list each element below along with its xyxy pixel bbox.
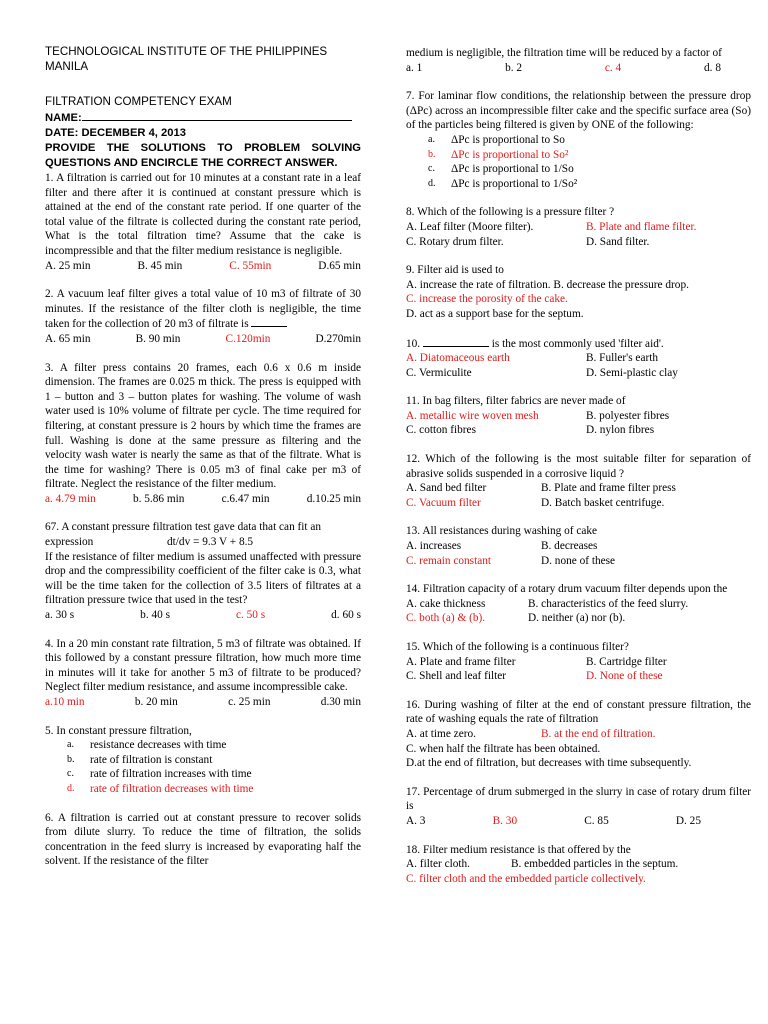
q16-option-d: D.at the end of filtration, but decreases with time subsequently.	[406, 757, 692, 770]
name-label: NAME:	[45, 112, 82, 124]
q8-option-b: B. Plate and flame filter.	[586, 220, 697, 233]
q12-option-a: A. Sand bed filter	[406, 482, 487, 495]
question-3-options	[45, 492, 361, 507]
q7-option-d: d. ΔPc is proportional to 1/So²	[428, 177, 578, 190]
q16-option-c: C. when half the filtrate has been obtained.	[406, 742, 601, 755]
q1-option-c: C. 55min	[229, 259, 272, 272]
q3-option-a: a. 4.79 min	[45, 492, 96, 505]
q9-option-d: D. act as a support base for the septum.	[406, 307, 584, 320]
question-1-text: 1. A filtration is carried out for 10 minutes at a constant rate in a leaf filter and there after it is continued at constant pressure which is attained at the end of the constant rate period. If one quarter of the total value of the filtrate is collected during the constant rate period, What is the total filtration time? Assume that the cake is incompressible and that the filter medium resistance is negligible.	[45, 172, 361, 257]
question-16-options-ab	[406, 727, 751, 742]
q3-option-c: c.6.47 min	[221, 492, 270, 505]
question-17-options	[406, 814, 751, 829]
q3-option-d: d.10.25 min	[306, 492, 361, 505]
question-1-options	[45, 259, 361, 274]
question-5-text: 5. In constant pressure filtration,	[45, 724, 192, 737]
q9-option-ab: A. increase the rate of filtration. B. decrease the pressure drop.	[406, 278, 689, 291]
q5-option-a: a. resistance decreases with time	[67, 739, 227, 752]
q17-option-d: D. 25	[675, 814, 701, 827]
q15-option-b: B. Cartridge filter	[586, 655, 667, 668]
question-15-options	[406, 655, 751, 684]
q11-option-b: B. polyester fibres	[586, 409, 670, 422]
q4-option-d: d.30 min	[320, 696, 361, 708]
q4-option-a: a.10 min	[45, 696, 85, 708]
q2-option-a: A. 65 min	[45, 332, 91, 345]
q6-option-c: c. 4	[604, 61, 622, 74]
q5-option-d: d. rate of filtration decreases with time	[67, 782, 254, 795]
right-column	[406, 46, 751, 886]
question-18-options-ab	[406, 857, 751, 872]
q13-option-b: B. decreases	[541, 540, 598, 553]
question-8-text: 8. Which of the following is a pressure filter ?	[406, 206, 615, 219]
question-13-options	[406, 539, 751, 568]
q67-option-a: a. 30 s	[45, 609, 75, 622]
question-12-options	[406, 481, 751, 510]
question-2-options	[45, 332, 361, 347]
question-6-text: 6. A filtration is carried out at constant pressure to recover solids from dilute slurry. To reduce the time of filtration, the solids concentration in the feed slurry is increased by evaporating half the solvent. If the resistance of the filter	[45, 811, 361, 868]
exam-date: DATE: DECEMBER 4, 2013	[45, 127, 186, 139]
q10-option-b: B. Fuller's earth	[586, 352, 659, 365]
question-4-text: 4. In a 20 min constant rate filtration, 5 m3 of filtrate was obtained. If this followed by a constant pressure filtration, how much more time in minutes will it take for another 5 m3 of filtrate to be produced? Neglect filter medium resistance, and assume incompressible cake.	[45, 637, 361, 694]
q14-option-b: B. characteristics of the feed slurry.	[528, 597, 689, 610]
q18-option-c: C. filter cloth and the embedded particle collectively.	[406, 872, 646, 885]
question-9-text: 9. Filter aid is used to	[406, 264, 504, 277]
question-67-options	[45, 608, 361, 623]
question-14-options	[406, 597, 751, 626]
q3-option-b: b. 5.86 min	[132, 492, 185, 505]
q6-option-d: d. 8	[704, 61, 721, 74]
left-column	[45, 44, 361, 869]
exam-title: FILTRATION COMPETENCY EXAM	[45, 95, 232, 108]
q12-option-b: B. Plate and frame filter press	[541, 482, 676, 495]
q10-option-a: A. Diatomaceous earth	[406, 352, 510, 365]
question-14-text: 14. Filtration capacity of a rotary drum vacuum filter depends upon the	[406, 583, 728, 596]
q14-option-c: C. both (a) & (b).	[406, 612, 486, 625]
q10-option-d: D. Semi-plastic clay	[586, 366, 678, 379]
q13-option-c: C. remain constant	[406, 554, 492, 567]
q18-option-a: A. filter cloth.	[406, 858, 470, 871]
answer-blank	[423, 336, 489, 347]
question-67-text: If the resistance of filter medium is assumed unaffected with pressure drop and the compressibility coefficient of the filter cake is 0.3, what will be the time taken for the collection of 3.5 liters of filtrates at a filtration pressure twice that used in the test?	[45, 550, 361, 607]
question-2-text: 2. A vacuum leaf filter gives a total value of 10 m3 of filtrate of 30 minutes. If the resistance of the filter cloth is negligible, the time taken for the collection of 20 m3 of filtrate is	[45, 288, 361, 331]
q2-option-d: D.270min	[315, 332, 361, 345]
question-16-text: 16. During washing of filter at the end of constant pressure filtration, the rate of washing equals the rate of filtration	[406, 698, 751, 726]
q16-option-a: A. at time zero.	[406, 727, 476, 740]
answer-blank	[251, 316, 287, 327]
q18-option-b: B. embedded particles in the septum.	[511, 858, 679, 871]
question-3-text: 3. A filter press contains 20 frames, each 0.6 x 0.6 m inside dimension. The frames are 0.025 m thick. The press is equipped with 1 – button and 3 – button plates for washing. The volume of wash water used is 10% volume of filtrate per cycle. The time required for filtering, at constant pressure is 2 hours by which time the frames are full. Washing is done at the same pressure as filtering and the velocity wash water is nearly the same as that of the filtrate. What is the time for washing? There is 0.05 m3 of final cake per m3 of filtrate. Neglect the resistance of the filter medium.	[45, 361, 361, 491]
question-8-options	[406, 220, 751, 249]
question-11-options	[406, 409, 751, 438]
question-11-text: 11. In bag filters, filter fabrics are never made of	[406, 395, 626, 408]
question-7-text: 7. For laminar flow conditions, the relationship between the pressure drop (ΔPc) across an incompressible filter cake and the specific surface area (So) of the particles being filtered is given by ONE of the following:	[406, 90, 751, 132]
question-67-lead: 67. A constant pressure filtration test gave data that can fit an	[45, 521, 322, 534]
q12-option-d: D. Batch basket centrifuge.	[541, 496, 665, 509]
q17-option-b: B. 30	[492, 814, 518, 827]
question-5-options	[45, 738, 361, 796]
city: MANILA	[45, 60, 89, 73]
q12-option-c: C. Vacuum filter	[406, 496, 481, 509]
q11-option-c: C. cotton fibres	[406, 424, 476, 437]
q67-option-c: c. 50 s	[235, 609, 266, 622]
question-18-text: 18. Filter medium resistance is that offered by the	[406, 843, 631, 856]
q15-option-a: A. Plate and frame filter	[406, 655, 516, 668]
question-4-options	[45, 695, 361, 710]
question-6-options	[406, 61, 751, 76]
q67-option-d: d. 60 s	[331, 609, 361, 622]
q6-option-a: a. 1	[406, 61, 423, 74]
q17-option-a: A. 3	[406, 814, 426, 827]
q1-option-a: A. 25 min	[45, 259, 91, 272]
q7-option-a: a. ΔPc is proportional to So	[428, 133, 565, 146]
q13-option-d: D. none of these	[541, 554, 616, 567]
q1-option-d: D.65 min	[318, 259, 361, 272]
question-10-options	[406, 351, 751, 380]
q13-option-a: A. increases	[406, 540, 462, 553]
q8-option-c: C. Rotary drum filter.	[406, 235, 504, 248]
q14-option-d: D. neither (a) nor (b).	[528, 612, 626, 625]
q9-option-c: C. increase the porosity of the cake.	[406, 293, 568, 306]
q2-option-b: B. 90 min	[135, 332, 181, 345]
q1-option-b: B. 45 min	[137, 259, 183, 272]
q6-option-b: b. 2	[505, 61, 523, 74]
q7-option-b: b. ΔPc is proportional to So²	[428, 148, 569, 161]
institute-name: TECHNOLOGICAL INSTITUTE OF THE PHILIPPINES	[45, 45, 328, 58]
q16-option-b: B. at the end of filtration.	[541, 727, 656, 740]
question-13-text: 13. All resistances during washing of cake	[406, 525, 598, 538]
q10-option-c: C. Vermiculite	[406, 366, 472, 379]
q5-option-b: b. rate of filtration is constant	[67, 753, 213, 766]
q4-option-c: c. 25 min	[228, 696, 271, 708]
q15-option-d: D. None of these	[586, 670, 663, 683]
q8-option-d: D. Sand filter.	[586, 235, 650, 248]
expression-formula: dt/dv = 9.3 V + 8.5	[167, 536, 254, 549]
question-7-options	[406, 133, 751, 191]
question-15-text: 15. Which of the following is a continuous filter?	[406, 641, 629, 653]
question-6-continued: medium is negligible, the filtration time will be reduced by a factor of	[406, 47, 722, 59]
q8-option-a: A. Leaf filter (Moore filter).	[406, 220, 534, 233]
q11-option-d: D. nylon fibres	[586, 424, 655, 437]
expression-label: expression	[45, 536, 94, 549]
name-blank	[82, 109, 352, 121]
q4-option-b: b. 20 min	[134, 696, 178, 708]
instruction: PROVIDE THE SOLUTIONS TO PROBLEM SOLVING QUESTIONS AND ENCIRCLE THE CORRECT ANSWER.	[45, 142, 361, 169]
q2-option-c: C.120min	[225, 332, 271, 345]
name-row	[45, 109, 361, 126]
question-12-text: 12. Which of the following is the most suitable filter for separation of abrasive solids suspended in a corrosive liquid ?	[406, 453, 751, 480]
question-67-expression	[45, 535, 361, 550]
q7-option-c: c. ΔPc is proportional to 1/So	[428, 163, 574, 176]
q17-option-c: C. 85	[584, 814, 609, 827]
question-10-text: 10. is the most commonly used 'filter aid'.	[406, 337, 664, 350]
q67-option-b: b. 40 s	[140, 609, 170, 622]
q14-option-a: A. cake thickness	[406, 597, 486, 610]
q11-option-a: A. metallic wire woven mesh	[406, 409, 539, 422]
q15-option-c: C. Shell and leaf filter	[406, 670, 507, 683]
question-17-text: 17. Percentage of drum submerged in the slurry in case of rotary drum filter is	[406, 785, 751, 813]
q5-option-c: c. rate of filtration increases with time	[67, 768, 252, 781]
